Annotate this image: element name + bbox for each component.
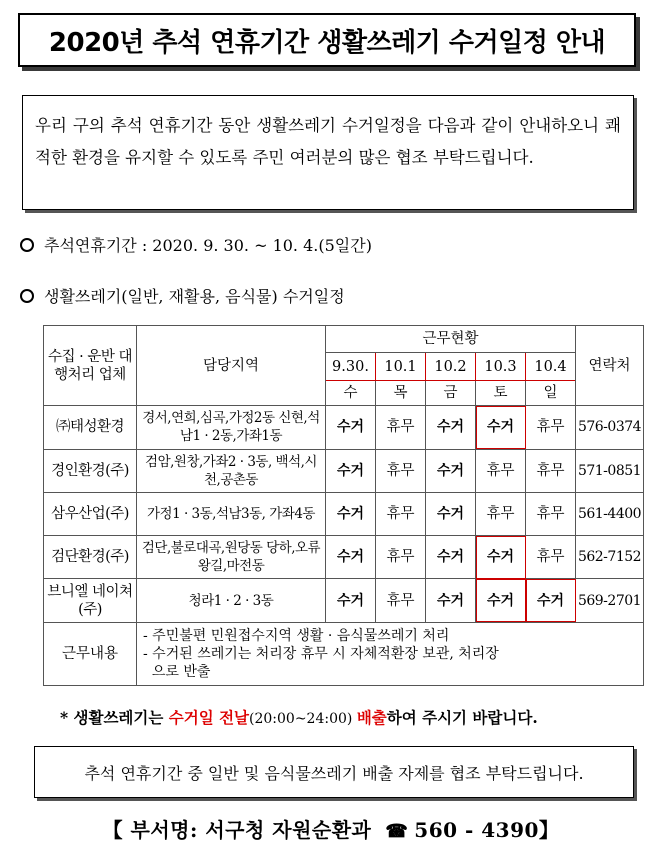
schedule-cell: 휴무 [526,449,576,492]
weekday-cell: 목 [376,380,426,405]
phone-icon: ☎ [385,821,409,842]
company-cell: ㈜태성환경 [44,406,137,449]
weekday-cell: 수 [326,380,376,405]
area-cell: 청라1 · 2 · 3동 [137,579,326,622]
bullet-holiday-period [20,233,372,256]
intro-text: 우리 구의 추석 연휴기간 동안 생활쓰레기 수거일정을 다음과 같이 안내하오니 쾌적한 환경을 유지할 수 있도록 주민 여러분의 많은 협조 부탁드립니다. [35,116,621,167]
schedule-cell: 휴무 [376,406,426,449]
bullet-text: 추석연휴기간 : 2020. 9. 30. ~ 10. 4.(5일간) [44,236,372,255]
schedule-cell: 휴무 [476,492,526,535]
company-cell: 경인환경(주) [44,449,137,492]
weekday-cell: 토 [476,380,526,405]
header-status: 근무현황 [326,326,576,353]
intro-box [22,95,634,210]
schedule-cell: 휴무 [376,536,426,579]
area-cell: 검암,원창,가좌2 · 3동, 백석,시천,공촌동 [137,449,326,492]
table-row [44,579,644,622]
company-cell: 삼우산업(주) [44,492,137,535]
department-label: 【 부서명: 서구청 자원순환과 [102,818,372,842]
date-cell: 10.4 [526,353,576,380]
duty-label: 근무내용 [44,622,137,685]
date-cell: 10.2 [426,353,476,380]
notice-text: 추석 연휴기간 중 일반 및 음식물쓰레기 배출 자제를 협조 부탁드립니다. [84,763,584,783]
phone-cell: 576-0374 [576,406,644,449]
schedule-cell: 수거 [426,579,476,622]
note-highlight-day: 수거일 전날 [168,708,250,727]
company-cell: 브니엘 네이쳐(주) [44,579,137,622]
schedule-cell: 수거 [326,449,376,492]
schedule-cell: 휴무 [376,579,426,622]
circle-bullet-icon [20,289,34,303]
duty-line: 으로 반출 [143,663,211,680]
schedule-cell: 수거 [326,579,376,622]
table-row [44,492,644,535]
schedule-cell: 휴무 [376,449,426,492]
bullet-schedule [20,284,345,307]
schedule-cell: 휴무 [376,492,426,535]
schedule-cell: 수거 [476,579,526,622]
schedule-cell: 수거 [476,536,526,579]
note-prefix: * 생활쓰레기는 [60,708,169,727]
note-highlight-dispose: 배출 [356,708,387,727]
department-phone: 560 - 4390】 [414,818,560,842]
schedule-cell: 수거 [526,579,576,622]
schedule-cell: 수거 [326,536,376,579]
schedule-cell: 수거 [326,492,376,535]
schedule-cell: 수거 [426,536,476,579]
weekday-cell: 일 [526,380,576,405]
schedule-cell: 휴무 [526,406,576,449]
phone-cell: 561-4400 [576,492,644,535]
schedule-cell: 수거 [476,406,526,449]
duty-line: - 주민불편 민원접수지역 생활 · 음식물쓰레기 처리 [143,627,450,644]
notice-box [34,746,634,798]
date-cell: 10.3 [476,353,526,380]
page-title: 2020년 추석 연휴기간 생활쓰레기 수거일정 안내 [48,27,606,58]
area-cell: 검단,불로대곡,원당동 당하,오류왕길,마전동 [137,536,326,579]
table-row [44,536,644,579]
phone-cell: 562-7152 [576,536,644,579]
area-cell: 경서,연희,심곡,가정2동 신현,석남1 · 2동,가좌1동 [137,406,326,449]
header-contact: 연락처 [576,326,644,406]
schedule-table [43,325,644,686]
date-cell: 10.1 [376,353,426,380]
schedule-cell: 수거 [326,406,376,449]
circle-bullet-icon [20,238,34,252]
page-title-box [18,13,636,67]
company-cell: 검단환경(주) [44,536,137,579]
header-company: 수집 · 운반 대행처리 업체 [44,326,137,406]
date-cell: 9.30. [326,353,376,380]
table-row [44,406,644,449]
schedule-cell: 휴무 [476,449,526,492]
duty-line: - 수거된 쓰레기는 처리장 휴무 시 자체적환장 보관, 처리장 [143,645,499,662]
schedule-cell: 수거 [426,449,476,492]
schedule-cell: 수거 [426,492,476,535]
bullet-text: 생활쓰레기(일반, 재활용, 음식물) 수거일정 [44,287,345,306]
note-suffix: 하여 주시기 바랍니다. [386,708,538,727]
duty-content [137,622,644,685]
note-time: (20:00~24:00) [249,711,357,727]
schedule-cell: 휴무 [526,536,576,579]
area-cell: 가정1 · 3동,석남3동, 가좌4동 [137,492,326,535]
table-row [44,449,644,492]
phone-cell: 571-0851 [576,449,644,492]
phone-cell: 569-2701 [576,579,644,622]
weekday-cell: 금 [426,380,476,405]
department-info [0,814,662,843]
disposal-note [60,706,538,728]
schedule-cell: 휴무 [526,492,576,535]
header-area: 담당지역 [137,326,326,406]
schedule-cell: 수거 [426,406,476,449]
